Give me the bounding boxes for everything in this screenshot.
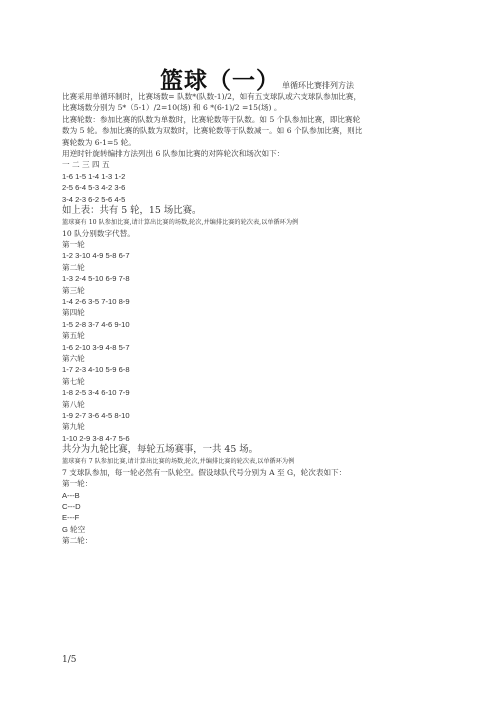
intro-line: 用逆时针旋转编排方法列出 6 队参加比赛的对阵轮次和场次如下：: [62, 149, 285, 159]
round-games: 1-7 2-3 4-10 5-9 6-8: [62, 365, 130, 375]
round-games: 1-9 2-7 3-6 4-5 8-10: [62, 411, 130, 421]
six-team-row: 1-6 1-5 1-4 1-3 1-2: [62, 171, 126, 181]
six-team-row: 2-5 6-4 5-3 4-2 3-6: [62, 183, 126, 193]
round-label: 第五轮: [62, 331, 85, 341]
seven-team-intro: 7 支球队参加，每一轮必然有一队轮空。假设球队代号分别为 A 至 G，轮次表如下：: [62, 467, 347, 477]
round-label: 第一轮：: [62, 479, 93, 489]
seven-team-question: 篮球赛有 7 队参加比赛,请计算出比赛的场数,轮次,并编排比赛的轮次表,以单循环为例: [62, 457, 295, 465]
intro-line: 比赛采用单循环制时，比赛场数= 队数*(队数-1)/2，如有五支球队或六支球队参加比赛，: [62, 92, 362, 101]
round-label: 第一轮: [62, 239, 85, 249]
seven-team-game: E---F: [62, 513, 80, 523]
intro-line: 比赛场数分别为 5*（5-1）/2=10(场) 和 6 *(6-1)/2 =15(场) 。: [62, 103, 282, 113]
ten-team-question: 篮球赛有 10 队参加比赛,请计算出比赛的场数,轮次,并编排比赛的轮次表,以单循环为例: [62, 218, 299, 226]
round-label: 第六轮: [62, 354, 85, 364]
seven-team-game: A---B: [62, 490, 80, 500]
round-games: 1-5 2-8 3-7 4-6 9-10: [62, 319, 130, 329]
title-main: 篮球（一）: [160, 68, 280, 94]
round-label: 第三轮: [62, 285, 85, 295]
six-team-summary: 如上表：共有 5 轮，15 场比赛。: [62, 205, 202, 217]
seven-team-game: G 轮空: [62, 524, 86, 534]
seven-team-game: C---D: [62, 502, 81, 511]
page-number: 1/5: [62, 655, 77, 665]
title-subtitle: 单循环比赛排列方法: [282, 81, 354, 90]
intro-line: 比赛轮数：参加比赛的队数为单数时，比赛轮数等于队数。如 5 个队参加比赛，即比赛轮: [62, 114, 361, 124]
document-body: [62, 91, 442, 547]
round-label: 第九轮: [62, 422, 85, 432]
round-games: 1-3 2-4 5-10 6-9 7-8: [62, 274, 130, 284]
round-label: 第四轮: [62, 308, 85, 318]
round-label: 第二轮: [62, 262, 85, 272]
round-games: 1-4 2-6 3-5 7-10 8-9: [62, 297, 130, 306]
round-label: 第八轮: [62, 399, 85, 409]
intro-line: 数为 5 轮。参加比赛的队数为双数时，比赛轮数等于队数减一。如 6 个队参加比赛，则比: [62, 126, 363, 136]
intro-line: 赛轮数为 6-1=5 轮。: [62, 137, 136, 147]
round-games: 1-6 2-10 3-9 4-8 5-7: [62, 342, 130, 352]
ten-team-note: 10 队分别数字代替。: [62, 228, 135, 238]
round-games: 1-10 2-9 3-8 4-7 5-6: [62, 433, 130, 443]
round-games: 1-8 2-5 3-4 6-10 7-9: [62, 388, 130, 398]
ten-team-summary: 共分为九轮比赛，每轮五场赛事，一共 45 场。: [62, 444, 259, 456]
round-label: 第七轮: [62, 376, 85, 386]
round-games: 1-2 3-10 4-9 5-8 6-7: [62, 251, 130, 261]
six-team-row: 3-4 2-3 6-2 5-6 4-5: [62, 194, 126, 204]
round-label: 第二轮：: [62, 536, 93, 546]
six-team-header: 一 二 三 四 五: [62, 160, 110, 170]
